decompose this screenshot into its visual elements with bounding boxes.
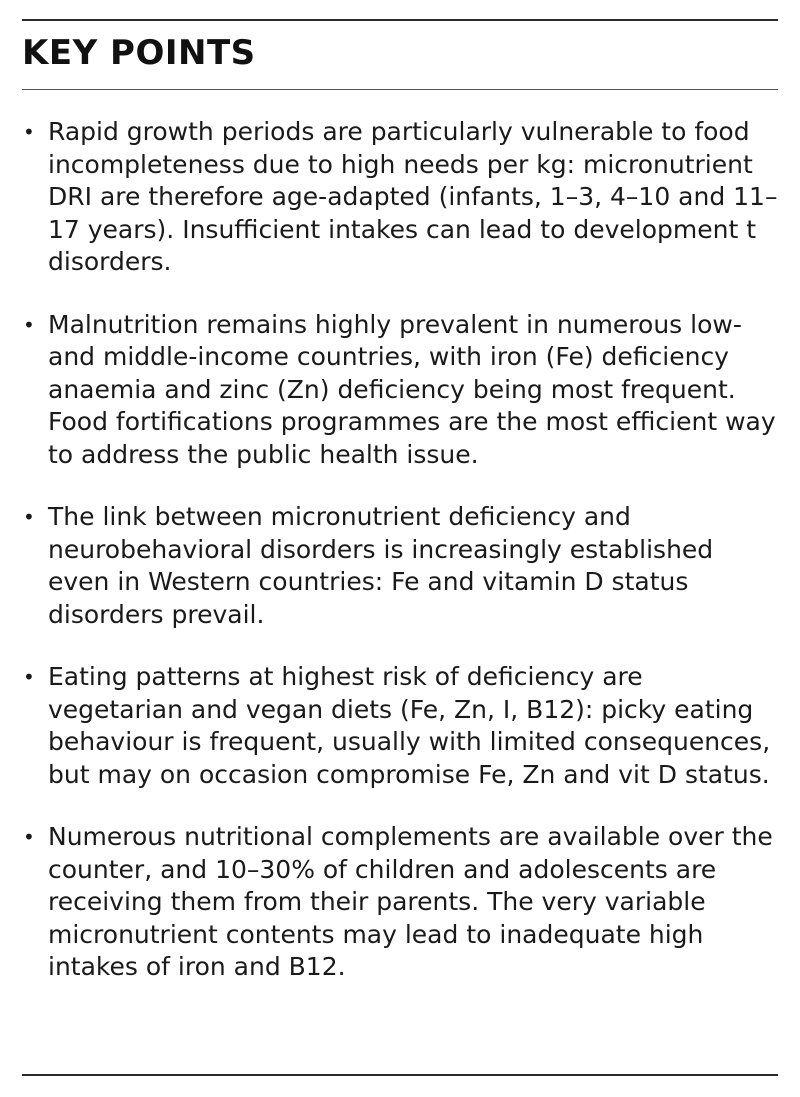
key-points-list	[22, 116, 778, 1014]
key-point-text: Malnutrition remains highly prevalent in numerous low- and middle-income countries, with iron (Fe) deficiency anaemia and zinc (Zn) deficiency being most frequent. Food fortifications programmes are the most efficient way to address the public health issue.	[48, 309, 776, 469]
key-point-text: Eating patterns at highest risk of deficiency are vegetarian and vegan diets (Fe, Zn, I, B12): picky eating behaviour is frequent, usually with limited consequences, but may on occasion compromise Fe, Zn and vit D status.	[48, 662, 771, 789]
key-point-item	[22, 501, 778, 631]
key-point-text: Rapid growth periods are particularly vulnerable to food incompleteness due to high needs per kg: micronutrient DRI are therefore age-adapted (infants, 1–3, 4–10 and 11–17 years). Insufficient intakes can lead to development t disorders.	[48, 117, 778, 276]
bullet-icon: •	[23, 312, 35, 337]
key-point-text: The link between micronutrient deficiency and neurobehavioral disorders is increasingly established even in Western countries: Fe and vitamin D status disorders prevail.	[48, 502, 714, 629]
heading-divider	[22, 89, 778, 90]
key-point-item	[22, 116, 778, 279]
bullet-icon: •	[23, 120, 35, 144]
bottom-rule	[22, 1074, 778, 1076]
key-points-heading: KEY POINTS	[22, 33, 256, 73]
key-point-item	[22, 821, 778, 984]
bullet-icon: •	[23, 665, 35, 689]
bullet-icon: •	[23, 505, 35, 529]
key-point-item	[22, 661, 778, 791]
bullet-icon: •	[23, 825, 35, 849]
top-rule	[22, 19, 778, 21]
key-points-box	[22, 0, 778, 1097]
key-point-item	[22, 309, 778, 472]
key-point-text: Numerous nutritional complements are available over the counter, and 10–30% of children and adolescents are receiving them from their parents. The very variable micronutrient contents may lead to inadequate high intakes of iron and B12.	[48, 822, 773, 981]
